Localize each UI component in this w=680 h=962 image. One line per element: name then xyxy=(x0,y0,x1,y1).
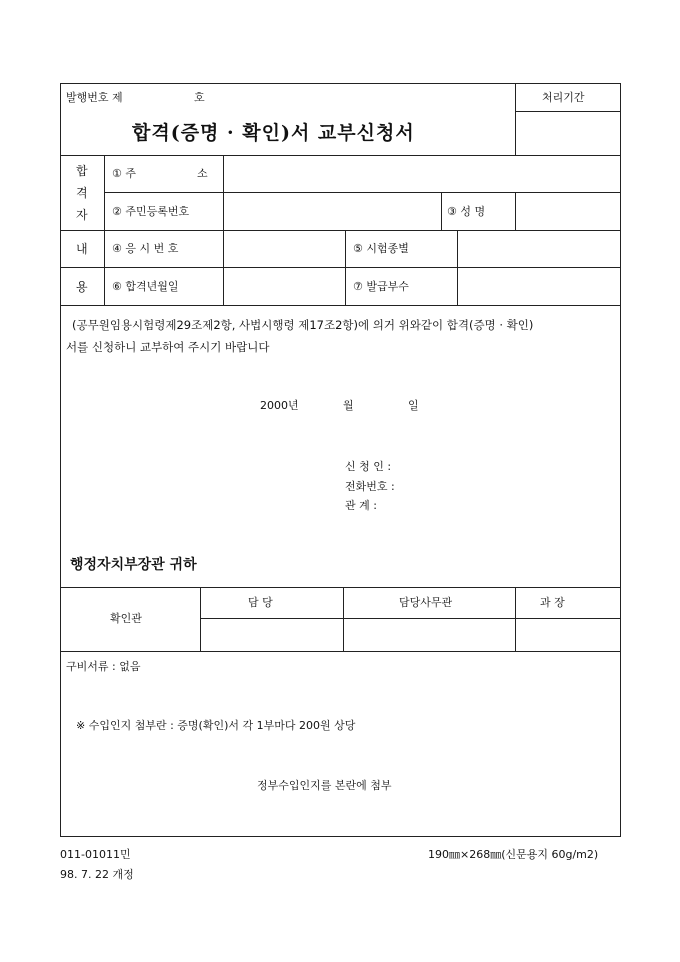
resident-number-label: ② 주민등록번호 xyxy=(112,205,190,218)
date-month: 월 xyxy=(343,399,354,412)
issue-number-suffix: 호 xyxy=(194,91,205,104)
copies-field[interactable] xyxy=(458,268,620,305)
resident-number-field[interactable] xyxy=(224,193,441,230)
checker-label: 확인관 xyxy=(110,612,142,625)
processing-period-label: 처리기간 xyxy=(542,91,585,104)
address-label-end: 소 xyxy=(197,167,208,180)
addressee: 행정자치부장관 귀하 xyxy=(70,557,197,573)
frame-top xyxy=(60,83,621,84)
date-year: 2000년 xyxy=(260,399,299,412)
exam-number-label: ④ 응 시 번 호 xyxy=(112,242,179,255)
stamp-attach-area: 정부수입인지를 본란에 첨부 xyxy=(257,779,392,792)
content-mid-divider xyxy=(345,230,346,305)
issue-number-label: 발행번호 제 xyxy=(66,91,123,104)
applicant-char-1: 합 xyxy=(76,164,88,178)
chief-sign-field[interactable] xyxy=(516,619,620,651)
pass-date-label: ⑥ 합격년월일 xyxy=(112,280,179,293)
officer-label: 담당사무관 xyxy=(399,596,453,609)
applicant-char-3: 자 xyxy=(76,208,88,222)
content-char-2: 용 xyxy=(76,280,88,294)
revision-date: 98. 7. 22 개정 xyxy=(60,868,134,881)
phone-field[interactable] xyxy=(415,477,605,495)
approval-top xyxy=(60,587,621,588)
pass-date-field[interactable] xyxy=(224,268,345,305)
applicant-signature-field[interactable] xyxy=(415,457,605,475)
officer-sign-field[interactable] xyxy=(344,619,515,651)
form-code: 011-01011민 xyxy=(60,848,131,861)
frame-right xyxy=(620,83,621,837)
stamp-note: ※ 수입인지 첨부란 : 증명(확인)서 각 1부마다 200원 상당 xyxy=(76,719,356,732)
frame-left xyxy=(60,83,61,837)
required-documents: 구비서류 : 없음 xyxy=(66,660,141,673)
approval-bottom xyxy=(60,651,621,652)
phone-label: 전화번호 : xyxy=(345,480,395,493)
name-label-left xyxy=(441,192,442,230)
statement-line-2: 서를 신청하니 교부하여 주시기 바랍니다 xyxy=(66,340,270,354)
date-day: 일 xyxy=(408,399,419,412)
in-charge-sign-field[interactable] xyxy=(201,619,343,651)
exam-type-label: ⑤ 시험종별 xyxy=(353,242,409,255)
applicant-char-2: 격 xyxy=(76,186,88,200)
processing-divider xyxy=(515,111,620,112)
form-title: 합격(증명 · 확인)서 교부신청서 xyxy=(132,122,415,144)
date-field[interactable] xyxy=(290,395,420,415)
address-field[interactable] xyxy=(224,156,620,192)
relation-field[interactable] xyxy=(415,496,605,514)
paper-spec: 190㎜×268㎜(신문용지 60g/m2) xyxy=(428,848,599,861)
address-label: ① 주 xyxy=(112,167,136,180)
name-label: ③ 성 명 xyxy=(447,205,486,218)
applicant-signature-label: 신 청 인 : xyxy=(345,460,392,473)
frame-bottom xyxy=(60,836,621,837)
exam-type-field[interactable] xyxy=(458,231,620,267)
header-divider xyxy=(515,83,516,155)
statement-line-1: (공무원임용시험령제29조제2항, 사법시행령 제17조2항)에 의거 위와같이 합격(증명 · 확인) xyxy=(72,318,534,332)
in-charge-label: 담 당 xyxy=(248,596,273,609)
chief-label: 과 장 xyxy=(540,596,565,609)
name-field[interactable] xyxy=(516,193,620,230)
relation-label: 관 계 : xyxy=(345,499,377,512)
content-char-1: 내 xyxy=(76,242,88,256)
content-bottom xyxy=(60,305,621,306)
exam-number-field[interactable] xyxy=(224,231,345,267)
copies-label: ⑦ 발급부수 xyxy=(353,280,409,293)
